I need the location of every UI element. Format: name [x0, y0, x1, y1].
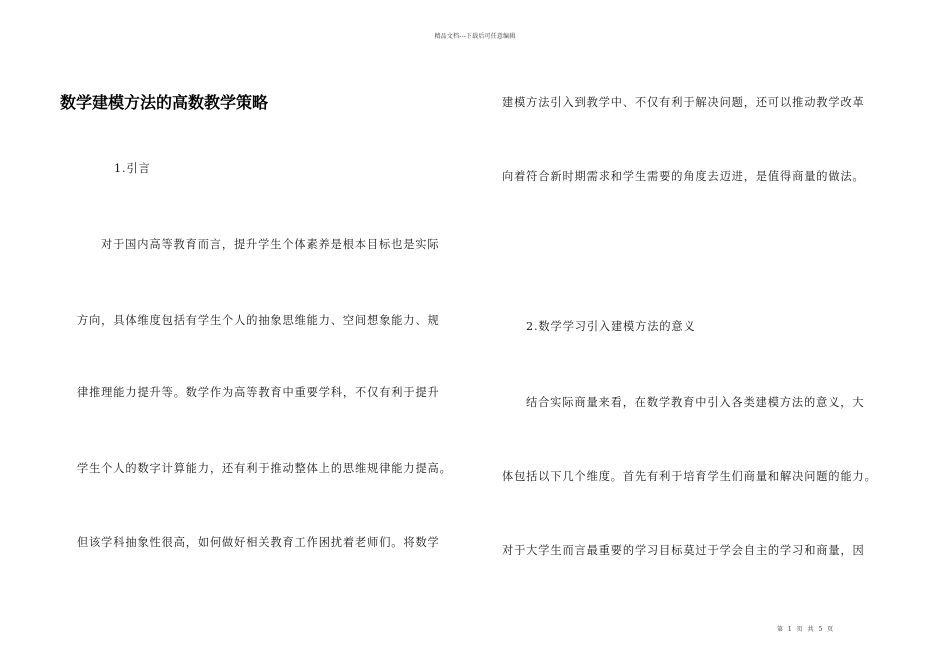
paragraph-line: 体包括以下几个维度。首先有利于培育学生们商量和解决问题的能力。 — [502, 470, 877, 483]
page-number: 第 1 页 共 5 页 — [777, 626, 835, 633]
document-title: 数学建模方法的高数教学策略 — [60, 93, 269, 112]
paragraph-line: 对于大学生而言最重要的学习目标莫过于学会自主的学习和商量，因 — [502, 544, 865, 557]
header-note: 精品文档---下载后可任意编辑 — [434, 33, 516, 40]
paragraph-line: 方向，具体维度包括有学生个人的抽象思维能力、空间想象能力、规 — [77, 314, 440, 327]
paragraph-line: 对于国内高等教育而言，提升学生个体素养是根本目标也是实际 — [101, 238, 440, 251]
section-1-heading: 1.引言 — [114, 162, 151, 175]
paragraph-line: 学生个人的数字计算能力，还有利于推动整体上的思维规律能力提高。 — [77, 462, 452, 475]
paragraph-line: 向着符合新时期需求和学生需要的角度去迈进，是值得商量的做法。 — [502, 170, 865, 183]
paragraph-line: 但该学科抽象性很高，如何做好相关教育工作困扰着老师们。将数学 — [77, 536, 440, 549]
paragraph-line: 律推理能力提升等。数学作为高等教育中重要学科，不仅有利于提升 — [77, 386, 440, 399]
section-2-heading: 2.数学学习引入建模方法的意义 — [526, 320, 696, 333]
paragraph-line: 结合实际商量来看，在数学教育中引入各类建模方法的意义，大 — [526, 396, 865, 409]
paragraph-line: 建模方法引入到教学中、不仅有利于解决问题，还可以推动教学改革 — [502, 96, 865, 109]
